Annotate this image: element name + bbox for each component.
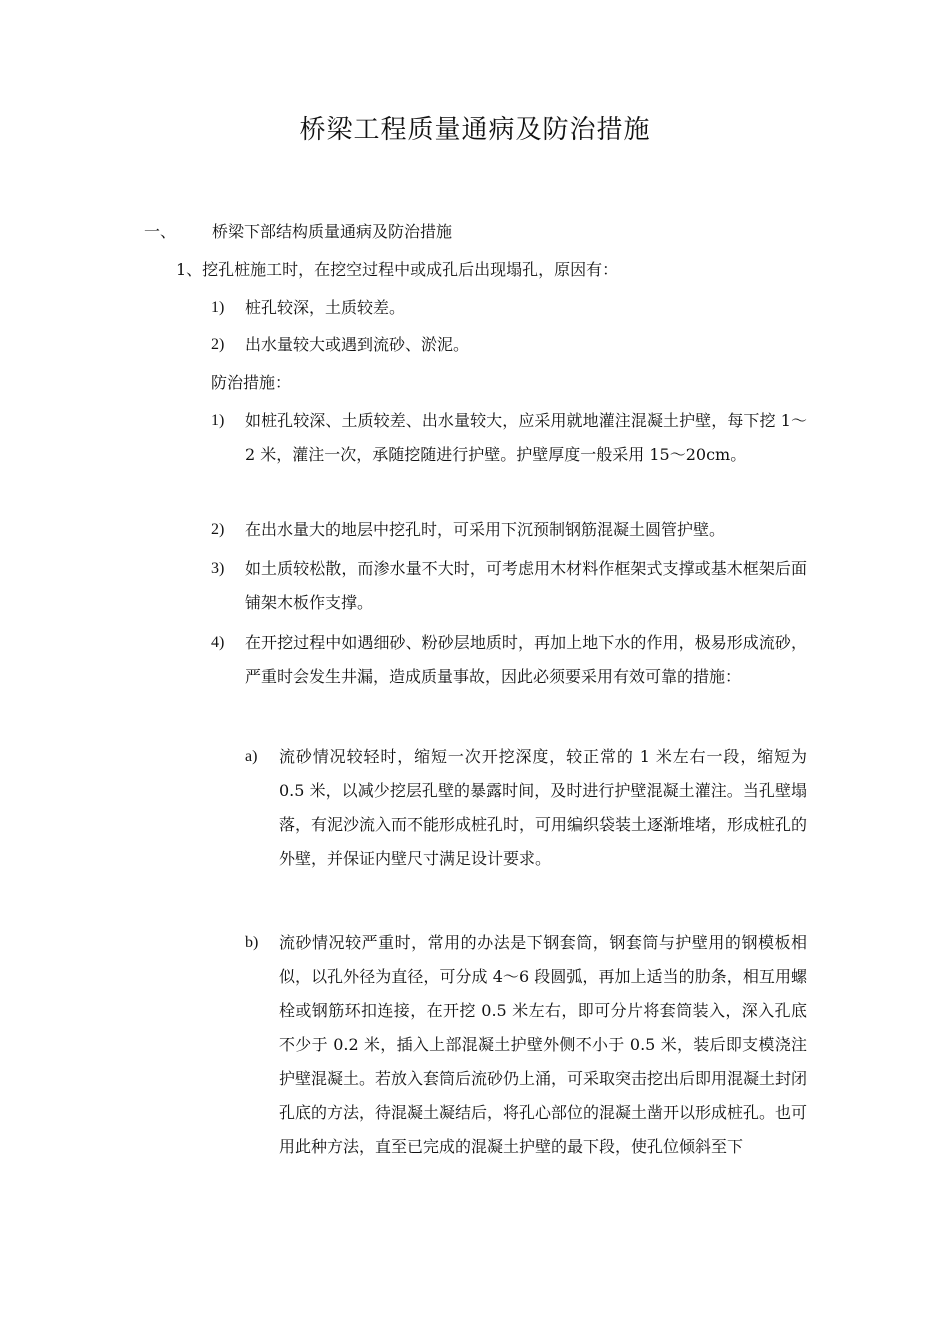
list-marker: a) bbox=[245, 748, 258, 765]
list-marker: 1) bbox=[211, 299, 225, 316]
list-item: 流砂情况较轻时，缩短一次开挖深度，较正常的 1 米左右一段，缩短为 0.5 米，以减少挖层孔壁的暴露时间，及时进行护壁混凝土灌注。当孔壁塌落，有泥沙流入而不能形成桩孔时，可用编织袋装土逐渐堆堵，形成桩孔的外壁，并保证内壁尺寸满足设计要求。 bbox=[279, 747, 808, 868]
list-item: 出水量较大或遇到流砂、淤泥。 bbox=[245, 335, 470, 354]
section-heading bbox=[144, 220, 452, 244]
list-marker: 3) bbox=[211, 560, 225, 577]
item-intro: 1、挖孔桩施工时，在挖空过程中或成孔后出现塌孔，原因有： bbox=[176, 260, 619, 279]
list-item: 桩孔较深，土质较差。 bbox=[245, 298, 406, 317]
list-item: 流砂情况较严重时，常用的办法是下钢套筒，钢套筒与护壁用的钢模板相似，以孔外径为直径，可分成 4～6 段圆弧，再加上适当的肋条，相互用螺栓或钢筋环扣连接，在开挖 0.5 米左右，即可分片将套筒装入，深入孔底不少于 0.2 米，插入上部混凝土护壁外侧不小于 0.5 米，装后即支模浇注护壁混凝土。若放入套筒后流砂仍上涌，可采取突击挖出后即用混凝土封闭孔底的方法，待混凝土凝结后，将孔心部位的混凝土凿开以形成桩孔。也可用此种方法，直至已完成的混凝土护壁的最下段，使孔位倾斜至下 bbox=[279, 933, 808, 1156]
list-marker: 2) bbox=[211, 336, 225, 353]
list-marker: 4) bbox=[211, 634, 225, 651]
list-item: 如桩孔较深、土质较差、出水量较大，应采用就地灌注混凝土护壁，每下挖 1～2 米，灌注一次，承随挖随进行护壁。护壁厚度一般采用 15～20cm。 bbox=[245, 411, 807, 464]
list-marker: 2) bbox=[211, 521, 225, 538]
list-item: 在出水量大的地层中挖孔时，可采用下沉预制钢筋混凝土圆管护壁。 bbox=[245, 520, 726, 539]
section-number: 一、 bbox=[144, 222, 177, 241]
list-item: 如土质较松散，而渗水量不大时，可考虑用木材料作框架式支撑或基木框架后面铺架木板作支撑。 bbox=[245, 559, 807, 612]
measures-heading: 防治措施： bbox=[211, 373, 292, 392]
document-title: 桥梁工程质量通病及防治措施 bbox=[299, 115, 651, 145]
list-item: 在开挖过程中如遇细砂、粉砂层地质时，再加上地下水的作用，极易形成流砂，严重时会发生井漏，造成质量事故，因此必须要采用有效可靠的措施： bbox=[245, 633, 807, 686]
list-marker: b) bbox=[245, 934, 259, 951]
section-heading-text: 桥梁下部结构质量通病及防治措施 bbox=[212, 222, 453, 241]
list-marker: 1) bbox=[211, 412, 225, 429]
